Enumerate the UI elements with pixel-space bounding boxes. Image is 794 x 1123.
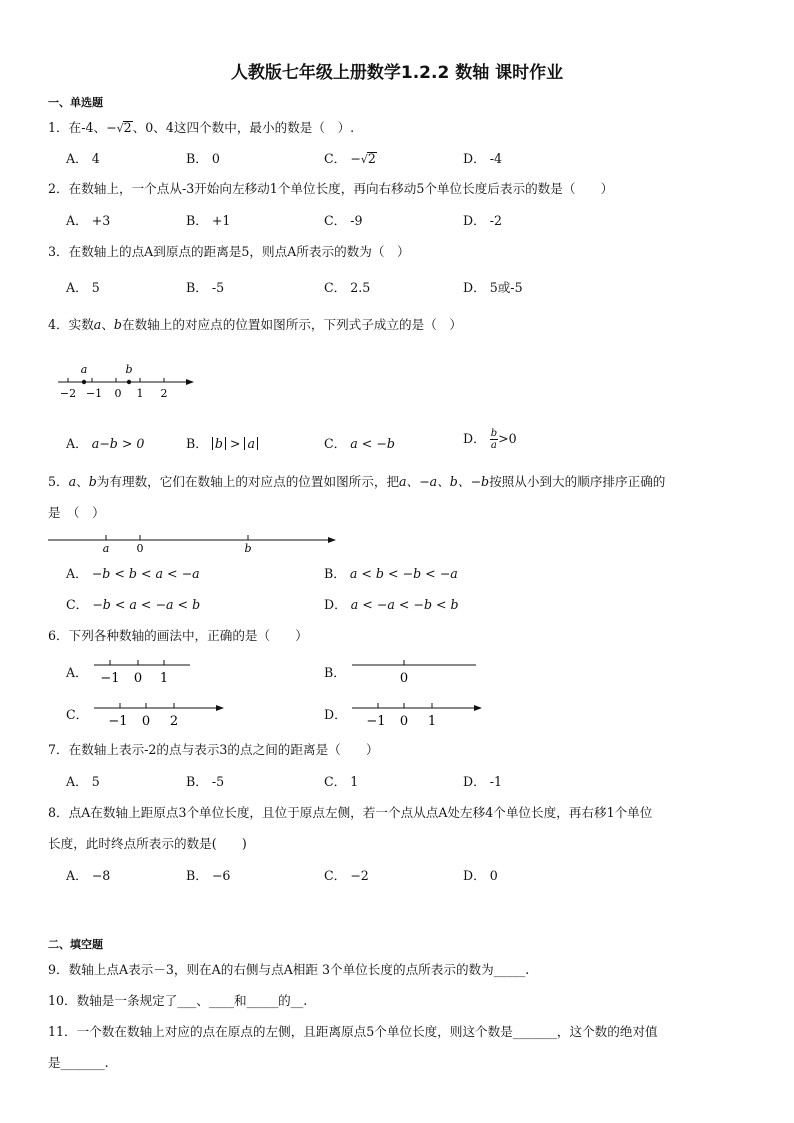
option-label: D．: [463, 774, 486, 789]
variable-a: a: [93, 317, 102, 332]
tick-label: 1: [159, 671, 169, 686]
option-label: B．: [186, 280, 208, 295]
tick-label: 1: [427, 714, 437, 729]
question-5-stem-part: 为有理数，它们在数轴上的对应点的位置如图所示，把: [96, 474, 400, 489]
option-label: B．: [324, 665, 346, 680]
option-1b[interactable]: [186, 150, 220, 168]
page-title: 人教版七年级上册数学1.2.2 数轴 课时作业: [230, 63, 564, 83]
greater-than: >: [225, 436, 245, 451]
option-text: a < −a < −b < b: [350, 597, 459, 612]
option-label: D．: [463, 431, 486, 446]
option-7b[interactable]: [186, 773, 224, 791]
option-label: B．: [186, 774, 208, 789]
option-6d[interactable]: [324, 706, 351, 724]
question-4-stem-start: 4．实数: [48, 317, 94, 332]
option-3c[interactable]: [324, 279, 370, 297]
option-1a[interactable]: [66, 150, 100, 168]
tick-label: −2: [59, 387, 77, 400]
option-text: -4: [489, 151, 502, 166]
option-text: +3: [91, 213, 111, 228]
axis-arrow: [186, 379, 194, 385]
question-1-sqrt-radicand: 2: [123, 120, 132, 135]
option-5d[interactable]: [324, 596, 459, 614]
option-text: −b < b < a < −a: [91, 566, 200, 581]
option-label: C．: [324, 774, 347, 789]
option-text: 5: [91, 774, 100, 789]
option-label: D．: [324, 707, 347, 722]
option-6b-number-line: [350, 655, 480, 687]
option-label: A．: [66, 213, 88, 228]
option-label: C．: [324, 436, 347, 451]
option-text: -5: [211, 280, 225, 295]
option-3a[interactable]: [66, 279, 100, 297]
question-10: 10．数轴是一条规定了___、____和_____的__.: [48, 993, 308, 1008]
tick-label: 2: [169, 714, 179, 729]
option-1c[interactable]: C． −√2: [324, 151, 376, 166]
option-sqrt-radicand: 2: [367, 151, 376, 166]
option-6d-number-line: [350, 700, 486, 732]
option-label: C．: [324, 280, 347, 295]
option-7c[interactable]: [324, 773, 358, 791]
option-4a[interactable]: [66, 435, 144, 453]
option-4b[interactable]: [186, 435, 258, 453]
question-5: [48, 466, 758, 497]
option-label: A．: [66, 774, 88, 789]
option-7a[interactable]: [66, 773, 100, 791]
question-2: 2．在数轴上，一个点从-3开始向左移动1个单位长度，再向右移动5个单位长度后表示的数是（ ）: [48, 181, 614, 196]
option-1d[interactable]: [463, 150, 502, 168]
option-text: a−b > 0: [91, 436, 145, 451]
section-heading-single-choice: 一、单选题: [48, 96, 103, 109]
option-text: 4: [91, 151, 100, 166]
label-a: a: [102, 542, 110, 555]
tick-label: −1: [85, 387, 103, 400]
abs-a: a: [244, 437, 258, 450]
option-2a[interactable]: [66, 212, 110, 230]
option-label: C．: [66, 597, 89, 612]
separator: 、: [76, 474, 89, 489]
tick-label: 0: [133, 671, 143, 686]
question-1-stem-start: 1．在-4、: [48, 120, 107, 135]
option-label: A．: [66, 280, 88, 295]
point-a: [82, 380, 86, 384]
option-label: D．: [324, 597, 347, 612]
option-5c[interactable]: [66, 596, 200, 614]
question-11: 11．一个数在数轴上对应的点在原点的左侧，且距离原点5个单位长度，则这个数是_______，这个数的绝对值: [48, 1024, 658, 1039]
question-5-number-line: [46, 528, 342, 558]
question-5-expression-list: a、−a、b、−b: [399, 474, 490, 489]
option-label: A．: [66, 665, 88, 680]
option-7d[interactable]: [463, 773, 502, 791]
tick-label: 0: [399, 714, 409, 729]
option-8b[interactable]: [186, 867, 230, 885]
axis-arrow: [216, 705, 224, 711]
option-5a[interactable]: [66, 565, 200, 583]
question-7: 7．在数轴上表示-2的点与表示3的点之间的距离是（ ）: [48, 742, 379, 757]
option-text: 1: [350, 774, 359, 789]
fraction-numerator: b: [490, 428, 498, 439]
option-text: 0: [489, 868, 498, 883]
label-b: b: [244, 542, 252, 555]
option-text: -5: [211, 774, 225, 789]
option-label: C．: [66, 707, 89, 722]
point-b-label: b: [125, 363, 133, 376]
tick-label: 2: [160, 387, 168, 400]
question-1: 1．在-4、−√2、0、4这四个数中，最小的数是（ ）.: [48, 120, 355, 135]
question-9: 9．数轴上点A表示－3，则在A的右侧与点A相距 3个单位长度的点所表示的数为_____.: [48, 962, 530, 977]
question-4-number-line: [52, 360, 202, 404]
option-text: >0: [498, 431, 517, 446]
option-label: D．: [463, 213, 486, 228]
option-text: 5: [91, 280, 100, 295]
question-1-stem-end: 、0、4这四个数中，最小的数是（ ）.: [132, 120, 355, 135]
option-2d[interactable]: [463, 212, 502, 230]
question-11-line-2: 是_______.: [48, 1055, 109, 1070]
tick-label: 0: [399, 671, 409, 686]
question-5-stem-part: 按照从小到大的顺序排序正确的: [489, 474, 666, 489]
option-4d[interactable]: [463, 428, 517, 451]
option-8d[interactable]: [463, 867, 498, 885]
tick-label: −1: [108, 714, 128, 729]
option-text: −8: [91, 868, 111, 883]
option-5b[interactable]: [324, 565, 458, 583]
option-3b[interactable]: [186, 279, 224, 297]
question-5-number: 5．: [48, 474, 69, 489]
point-b: [127, 380, 131, 384]
option-2b[interactable]: [186, 212, 230, 230]
option-6c[interactable]: [66, 706, 92, 724]
option-6a-number-line: [92, 655, 196, 687]
option-8a[interactable]: [66, 867, 110, 885]
abs-b: b: [212, 437, 226, 450]
option-label: D．: [463, 151, 486, 166]
question-1-neg-sign: −: [106, 120, 117, 135]
option-label: B．: [186, 151, 208, 166]
option-label: B．: [186, 436, 208, 451]
option-label: D．: [463, 868, 486, 883]
option-label: D．: [463, 280, 486, 295]
fraction-denominator: a: [490, 440, 497, 451]
option-label: B．: [186, 868, 208, 883]
option-label: B．: [324, 566, 346, 581]
option-2c[interactable]: [324, 212, 363, 230]
option-6c-number-line: [92, 700, 228, 732]
option-6a[interactable]: [66, 664, 92, 682]
option-neg-sign: −: [350, 151, 361, 166]
tick-label: −1: [100, 671, 120, 686]
option-label: C．: [324, 213, 347, 228]
option-label: A．: [66, 868, 88, 883]
question-3: 3．在数轴上的点A到原点的距离是5，则点A所表示的数为（ ）: [48, 244, 410, 259]
question-8: 8．点A在数轴上距原点3个单位长度，且位于原点左侧，若一个点从点A处左移4个单位长度，再右移1个单位: [48, 805, 653, 820]
tick-label: 0: [141, 714, 151, 729]
variable-b: b: [88, 474, 97, 489]
option-text: -1: [489, 774, 502, 789]
option-label: C．: [324, 868, 347, 883]
option-8c[interactable]: [324, 867, 369, 885]
option-text: 5或-5: [489, 280, 523, 295]
tick-label: 0: [114, 387, 122, 400]
option-label: C．: [324, 151, 347, 166]
option-label: B．: [186, 213, 208, 228]
option-text: 2.5: [350, 280, 371, 295]
question-5-line-2: 是 （ ）: [48, 505, 105, 520]
question-4-stem-end: 在数轴上的对应点的位置如图所示，下列式子成立的是（ ）: [121, 317, 462, 332]
option-4c[interactable]: [324, 435, 395, 453]
variable-b: b: [113, 317, 122, 332]
option-6b[interactable]: [324, 664, 350, 682]
tick-label: −1: [366, 714, 386, 729]
axis-arrow: [474, 705, 482, 711]
option-text: a < b < −b < −a: [349, 566, 458, 581]
variable-a: a: [68, 474, 77, 489]
option-text: +1: [211, 213, 231, 228]
fraction-b-over-a: [490, 428, 498, 451]
option-label: A．: [66, 436, 88, 451]
option-text: −b < a < −a < b: [92, 597, 201, 612]
option-text: -2: [489, 213, 502, 228]
question-4: [48, 309, 758, 340]
question-6: 6．下列各种数轴的画法中，正确的是（ ）: [48, 628, 308, 643]
axis-arrow: [328, 537, 336, 543]
option-text: −6: [211, 868, 231, 883]
separator: 、: [101, 317, 114, 332]
point-a-label: a: [80, 363, 88, 376]
option-text: -9: [350, 213, 363, 228]
option-text: −2: [350, 868, 369, 883]
option-text: 0: [211, 151, 220, 166]
option-label: A．: [66, 151, 88, 166]
label-0: 0: [136, 542, 144, 555]
tick-label: 1: [136, 387, 144, 400]
option-label: A．: [66, 566, 88, 581]
question-8-line-2: 长度，此时终点所表示的数是( ): [48, 836, 247, 851]
option-3d[interactable]: [463, 279, 523, 297]
option-text: a < −b: [350, 436, 395, 451]
section-heading-fill-blank: 二、填空题: [48, 938, 103, 951]
